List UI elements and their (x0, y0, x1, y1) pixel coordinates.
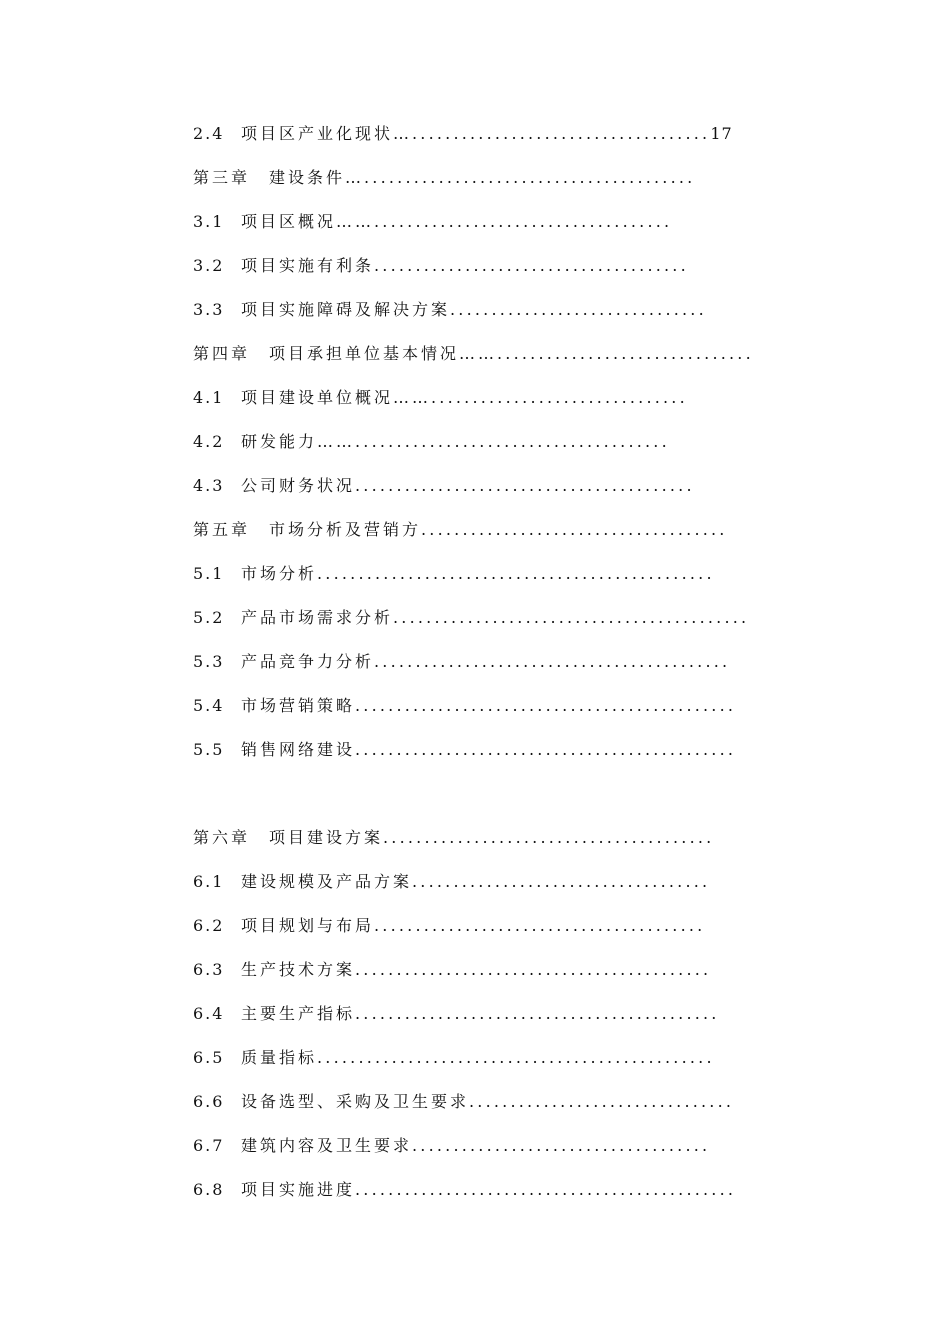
toc-entry-5-5[interactable] (193, 737, 736, 763)
toc-title: 销售网络建设 (241, 740, 356, 759)
toc-entry-5-1[interactable] (193, 561, 715, 587)
toc-entry-5-4[interactable] (193, 693, 736, 719)
toc-number: 5.4 (193, 696, 225, 715)
toc-leader: ............................... (431, 388, 688, 407)
toc-chapter-label: 第六章 (193, 828, 251, 847)
toc-leader: .................................... (412, 124, 711, 143)
toc-number: 3.2 (193, 256, 225, 275)
toc-entry-6-5[interactable] (193, 1045, 715, 1071)
toc-title: 建设条件… (269, 168, 365, 187)
toc-leader: ................................................ (317, 1048, 715, 1067)
toc-entry-2-4[interactable] (193, 121, 733, 147)
toc-page-number: 17 (710, 124, 733, 143)
toc-entry-6-7[interactable] (193, 1133, 710, 1159)
toc-number: 6.6 (193, 1092, 225, 1111)
toc-leader: ......................................... (355, 476, 695, 495)
toc-number: 4.3 (193, 476, 225, 495)
toc-leader: ........................................ (374, 916, 706, 935)
toc-entry-3-1[interactable] (193, 209, 672, 235)
toc-leader: ................................ (469, 1092, 735, 1111)
toc-leader: ............................... (497, 344, 754, 363)
toc-leader: ........................................ (364, 168, 696, 187)
toc-chapter-label: 第三章 (193, 168, 251, 187)
toc-title: 质量指标 (241, 1048, 318, 1067)
toc-number: 6.2 (193, 916, 225, 935)
toc-number: 6.5 (193, 1048, 225, 1067)
toc-title: 项目建设单位概况…… (241, 388, 432, 407)
toc-number: 5.2 (193, 608, 225, 627)
toc-chapter-label: 第四章 (193, 344, 251, 363)
toc-title: 项目规划与布局 (241, 916, 375, 935)
toc-entry-6-4[interactable] (193, 1001, 720, 1027)
toc-number: 5.3 (193, 652, 225, 671)
toc-chapter-label: 第五章 (193, 520, 251, 539)
toc-number: 5.1 (193, 564, 225, 583)
toc-number: 6.7 (193, 1136, 225, 1155)
toc-title: 建设规模及产品方案 (241, 872, 413, 891)
toc-leader: .............................................. (355, 740, 737, 759)
toc-number: 6.4 (193, 1004, 225, 1023)
toc-entry-6-1[interactable] (193, 869, 710, 895)
toc-number: 4.1 (193, 388, 225, 407)
toc-title: 生产技术方案 (241, 960, 356, 979)
toc-title: 产品竞争力分析 (241, 652, 375, 671)
toc-chapter-3[interactable] (193, 165, 695, 191)
toc-leader: ........................................... (374, 652, 731, 671)
toc-number: 6.8 (193, 1180, 225, 1199)
toc-leader: ..................................... (421, 520, 728, 539)
toc-entry-5-2[interactable] (193, 605, 749, 631)
toc-leader: ...................................... (355, 432, 670, 451)
toc-title: 市场分析及营销方 (269, 520, 422, 539)
toc-entry-3-3[interactable] (193, 297, 707, 323)
toc-leader: ........................................... (393, 608, 750, 627)
toc-leader: .................................... (374, 212, 673, 231)
toc-title: 市场营销策略 (241, 696, 356, 715)
toc-entry-6-2[interactable] (193, 913, 705, 939)
toc-leader: .................................... (412, 1136, 711, 1155)
toc-entry-6-8[interactable] (193, 1177, 736, 1203)
toc-title: 产品市场需求分析 (241, 608, 394, 627)
toc-title: 项目实施进度 (241, 1180, 356, 1199)
toc-title: 公司财务状况 (241, 476, 356, 495)
toc-number: 2.4 (193, 124, 225, 143)
toc-entry-4-3[interactable] (193, 473, 695, 499)
toc-leader: .................................... (412, 872, 711, 891)
toc-title: 项目区产业化现状… (241, 124, 413, 143)
toc-leader: ........................................... (355, 960, 712, 979)
toc-leader: ...................................... (374, 256, 689, 275)
toc-title: 项目建设方案 (269, 828, 384, 847)
toc-title: 设备选型、采购及卫生要求 (241, 1092, 470, 1111)
toc-leader: ................................................ (317, 564, 715, 583)
toc-chapter-5[interactable] (193, 517, 728, 543)
toc-title: 项目承担单位基本情况…… (269, 344, 498, 363)
toc-entry-6-3[interactable] (193, 957, 711, 983)
toc-title: 项目实施有利条 (241, 256, 375, 275)
toc-number: 5.5 (193, 740, 225, 759)
toc-title: 市场分析 (241, 564, 318, 583)
toc-number: 3.1 (193, 212, 225, 231)
toc-title: 研发能力…… (241, 432, 356, 451)
toc-chapter-4[interactable] (193, 341, 754, 367)
toc-leader: .............................................. (355, 696, 737, 715)
toc-number: 6.1 (193, 872, 225, 891)
toc-title: 建筑内容及卫生要求 (241, 1136, 413, 1155)
toc-title: 项目区概况…… (241, 212, 375, 231)
toc-leader: ........................................ (383, 828, 715, 847)
toc-entry-4-2[interactable] (193, 429, 670, 455)
toc-title: 项目实施障碍及解决方案 (241, 300, 451, 319)
toc-entry-3-2[interactable] (193, 253, 689, 279)
toc-leader: ............................................ (355, 1004, 720, 1023)
toc-chapter-6[interactable] (193, 825, 714, 851)
toc-number: 4.2 (193, 432, 225, 451)
toc-title: 主要生产指标 (241, 1004, 356, 1023)
toc-number: 3.3 (193, 300, 225, 319)
toc-entry-4-1[interactable] (193, 385, 688, 411)
toc-leader: ............................... (450, 300, 707, 319)
toc-entry-5-3[interactable] (193, 649, 730, 675)
toc-entry-6-6[interactable] (193, 1089, 734, 1115)
toc-leader: .............................................. (355, 1180, 737, 1199)
toc-number: 6.3 (193, 960, 225, 979)
